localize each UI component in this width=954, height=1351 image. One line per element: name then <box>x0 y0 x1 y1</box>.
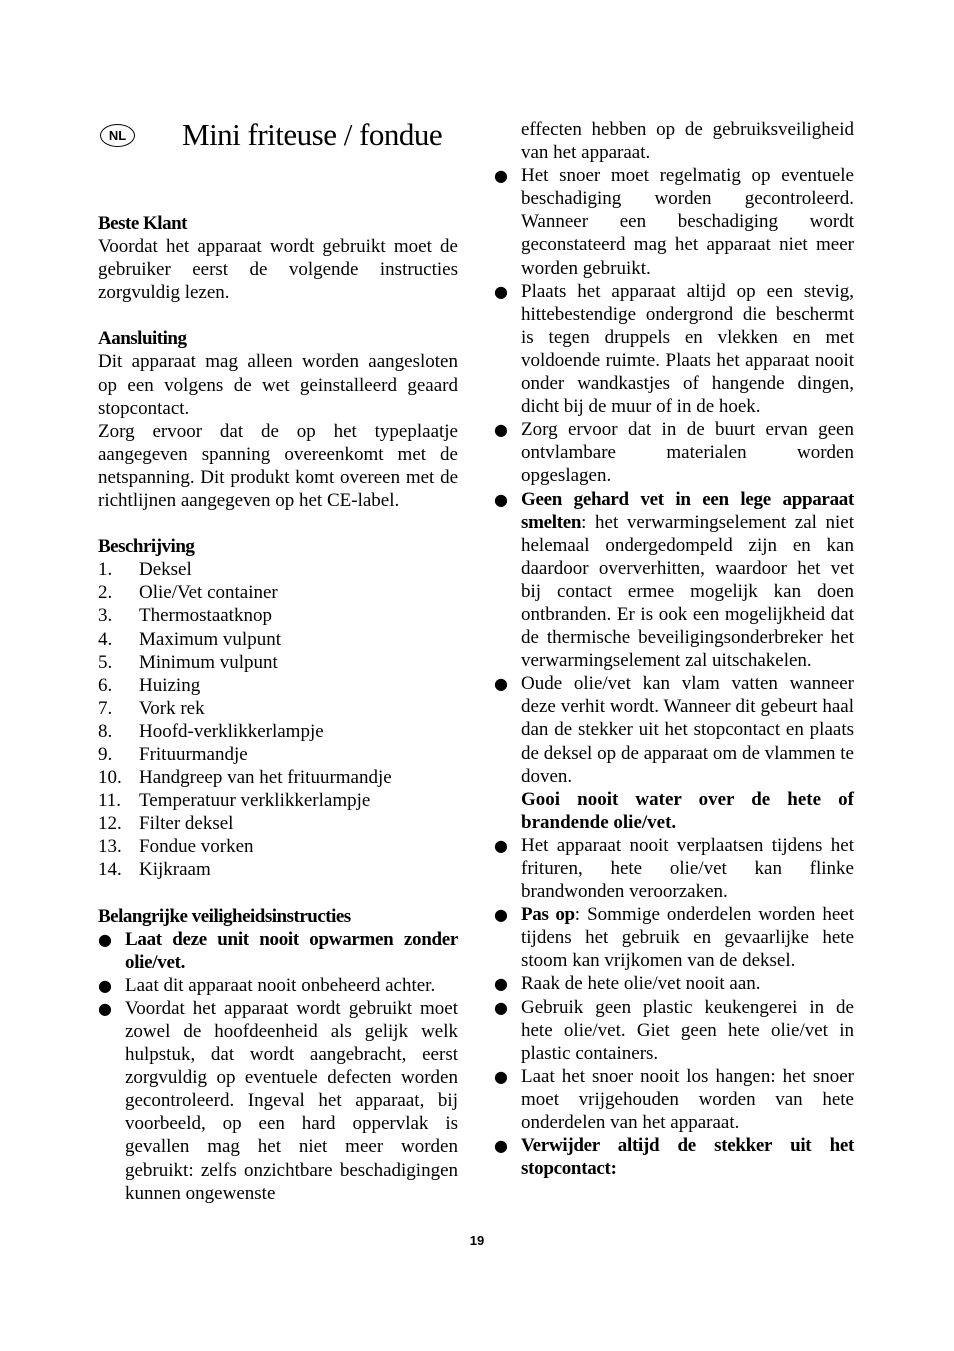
safety-item <box>494 996 854 1065</box>
item-number: 7. <box>98 697 113 719</box>
safety-text <box>521 834 854 903</box>
bullet-icon: ● <box>494 997 508 1017</box>
item-label: Deksel <box>139 559 192 581</box>
description-item <box>98 651 458 674</box>
description-heading: Beschrijving <box>98 536 195 558</box>
safety-body: Het snoer moet regelmatig op eventuele beschadiging worden gecontroleerd. Wanneer een beschadiging wordt geconstateerd mag het apparaat niet meer worden gebruikt. <box>521 165 854 279</box>
safety-item <box>98 974 458 997</box>
safety-item <box>98 928 458 974</box>
bullet-icon: ● <box>494 281 508 301</box>
safety-list-left <box>98 928 458 1205</box>
item-number: 4. <box>98 628 113 650</box>
intro-text: Voordat het apparaat wordt gebruikt moet de gebruiker eerst de volgende instructies zorgvuldig lezen. <box>98 236 458 304</box>
safety-item <box>494 280 854 419</box>
right-column <box>494 118 854 1180</box>
item-number: 12. <box>98 813 122 835</box>
item-label: Filter deksel <box>139 813 234 835</box>
safety-body: : Sommige onderdelen worden heet tijdens het gebruik en gevaarlijke hete stoom kan vrijkomen van de deksel. <box>521 904 854 972</box>
bullet-icon: ● <box>494 489 508 509</box>
safety-heading: Belangrijke veiligheidsinstructies <box>98 905 351 927</box>
bullet-icon: ● <box>494 835 508 855</box>
bullet-icon: ● <box>98 929 112 949</box>
safety-item <box>494 1134 854 1180</box>
item-label: Vork rek <box>139 697 205 719</box>
safety-text <box>521 164 854 279</box>
description-item <box>98 766 458 789</box>
description-item <box>98 789 458 812</box>
item-label: Fondue vorken <box>139 836 254 858</box>
safety-emphasis: Verwijder altijd de stekker uit het stopcontact: <box>521 1135 854 1180</box>
page-title: Mini friteuse / fondue <box>182 117 443 153</box>
bullet-icon: ● <box>494 974 508 994</box>
safety-item <box>494 972 854 995</box>
item-number: 5. <box>98 651 113 673</box>
bullet-icon: ● <box>98 998 112 1018</box>
item-label: Frituurmandje <box>139 743 248 765</box>
safety-body: Laat dit apparaat nooit onbeheerd achter. <box>125 974 436 996</box>
bullet-icon: ● <box>494 1066 508 1086</box>
safety-text <box>521 903 854 972</box>
item-label: Huizing <box>139 674 201 696</box>
safety-list-right-2 <box>494 834 854 1180</box>
safety-emphasis: Geen gehard vet in een lege apparaat smelten <box>521 488 854 533</box>
continuation-text: effecten hebben op de gebruiksveiligheid van het apparaat. <box>521 119 854 164</box>
description-item <box>98 743 458 766</box>
safety-text <box>521 672 854 787</box>
item-number: 11. <box>98 790 122 812</box>
item-number: 6. <box>98 674 113 696</box>
item-number: 9. <box>98 743 113 765</box>
description-item <box>98 812 458 835</box>
safety-item <box>494 903 854 972</box>
safety-text <box>521 488 854 673</box>
safety-text <box>521 1134 854 1180</box>
safety-text <box>521 972 854 995</box>
item-label: Hoofd-verklikkerlampje <box>139 720 324 742</box>
item-number: 8. <box>98 720 113 742</box>
item-number: 3. <box>98 605 113 627</box>
safety-text <box>521 996 854 1065</box>
description-item <box>98 858 458 881</box>
connection-heading: Aansluiting <box>98 328 187 350</box>
safety-text <box>125 997 458 1205</box>
safety-text <box>125 928 458 974</box>
safety-text <box>521 280 854 419</box>
description-item <box>98 835 458 858</box>
safety-body: Gebruik geen plastic keukengerei in de hete olie/vet. Giet geen hete olie/vet in plastic containers. <box>521 996 854 1064</box>
description-item <box>98 697 458 720</box>
safety-emphasis: Laat deze unit nooit opwarmen zonder olie/vet. <box>125 928 458 973</box>
item-number: 2. <box>98 582 113 604</box>
safety-body: Voordat het apparaat wordt gebruikt moet zowel de hoofdeenheid als gelijk welk hulpstuk, dat wordt aangebracht, eerst zorgvuldig op eventuele defecten worden gecontroleerd. Ingeval het apparaat, bij voorbeeld, op een hard oppervlak is gevallen mag het niet meer worden gebruikt: zelfs onzichtbare beschadigingen kunnen ongewenste <box>125 997 458 1204</box>
item-label: Maximum vulpunt <box>139 628 281 650</box>
description-list <box>98 558 458 881</box>
bullet-icon: ● <box>494 905 508 925</box>
safety-text <box>125 974 458 997</box>
description-item <box>98 604 458 627</box>
safety-item <box>494 834 854 903</box>
item-label: Handgreep van het frituurmandje <box>139 767 392 789</box>
safety-body: Plaats het apparaat altijd op een stevig, hittebestendige ondergrond die beschermt is tegen druppels en vlekken en met voldoende ruimte. Plaats het apparaat nooit onder wandkastjes of hangende dingen, dicht bij de muur of in de hoek. <box>521 280 854 418</box>
item-label: Minimum vulpunt <box>139 651 278 673</box>
safety-item <box>494 418 854 487</box>
safety-body: Raak de hete olie/vet nooit aan. <box>521 973 761 995</box>
description-item <box>98 720 458 743</box>
fire-warning: Gooi nooit water over de hete of brandende olie/vet. <box>521 788 854 833</box>
description-item <box>98 558 458 581</box>
bullet-icon: ● <box>494 420 508 440</box>
safety-item <box>494 488 854 673</box>
safety-item <box>494 164 854 279</box>
bullet-icon: ● <box>98 975 112 995</box>
safety-body: Zorg ervoor dat in de buurt ervan geen ontvlambare materialen worden opgeslagen. <box>521 419 854 487</box>
safety-body: Laat het snoer nooit los hangen: het snoer moet vrijgehouden worden van hete onderdelen van het apparaat. <box>521 1065 854 1134</box>
safety-item <box>494 1065 854 1134</box>
bullet-icon: ● <box>494 674 508 694</box>
language-badge: NL <box>100 124 135 147</box>
left-column <box>98 118 458 1205</box>
safety-body: : het verwarmingselement zal niet helemaal ondergedompeld zijn en kan daardoor oververhitten, waardoor het vet bij contact ermee mogelijk kan doen ontbranden. Er is ook een mogelijkheid dat de thermische beveiligingsonderbreker het verwarmingselement zal uitschakelen. <box>521 511 854 672</box>
description-item <box>98 674 458 697</box>
page-number: 19 <box>469 1233 485 1248</box>
item-number: 14. <box>98 859 122 881</box>
bullet-icon: ● <box>494 166 508 186</box>
safety-text <box>521 1065 854 1134</box>
connection-text-1: Dit apparaat mag alleen worden aangesloten op een volgens de wet geinstalleerd geaard stopcontact. <box>98 351 458 419</box>
connection-text-2: Zorg ervoor dat de op het typeplaatje aangegeven spanning overeenkomt met de netspanning. Dit produkt komt overeen met de richtlijnen aangegeven op het CE-label. <box>98 420 458 512</box>
item-label: Kijkraam <box>139 859 211 881</box>
description-item <box>98 581 458 604</box>
safety-item <box>494 672 854 787</box>
item-label: Olie/Vet container <box>139 582 278 604</box>
item-number: 13. <box>98 836 122 858</box>
safety-body: Het apparaat nooit verplaatsen tijdens het frituren, hete olie/vet kan flinke brandwonden veroorzaken. <box>521 834 854 903</box>
safety-body: Oude olie/vet kan vlam vatten wanneer deze verhit wordt. Wanneer dit gebeurt haal dan de stekker uit het stopcontact en plaats de deksel op de apparaat om de vlammen te doven. <box>521 673 854 787</box>
safety-text <box>521 418 854 487</box>
safety-emphasis: Pas op <box>521 904 575 926</box>
intro-heading: Beste Klant <box>98 213 187 234</box>
description-item <box>98 628 458 651</box>
item-number: 1. <box>98 559 113 581</box>
item-label: Temperatuur verklikkerlampje <box>139 790 371 812</box>
page-header <box>100 118 458 152</box>
bullet-icon: ● <box>494 1136 508 1156</box>
safety-item <box>98 997 458 1205</box>
item-number: 10. <box>98 767 122 789</box>
safety-list-right <box>494 164 854 788</box>
item-label: Thermostaatknop <box>139 605 272 627</box>
